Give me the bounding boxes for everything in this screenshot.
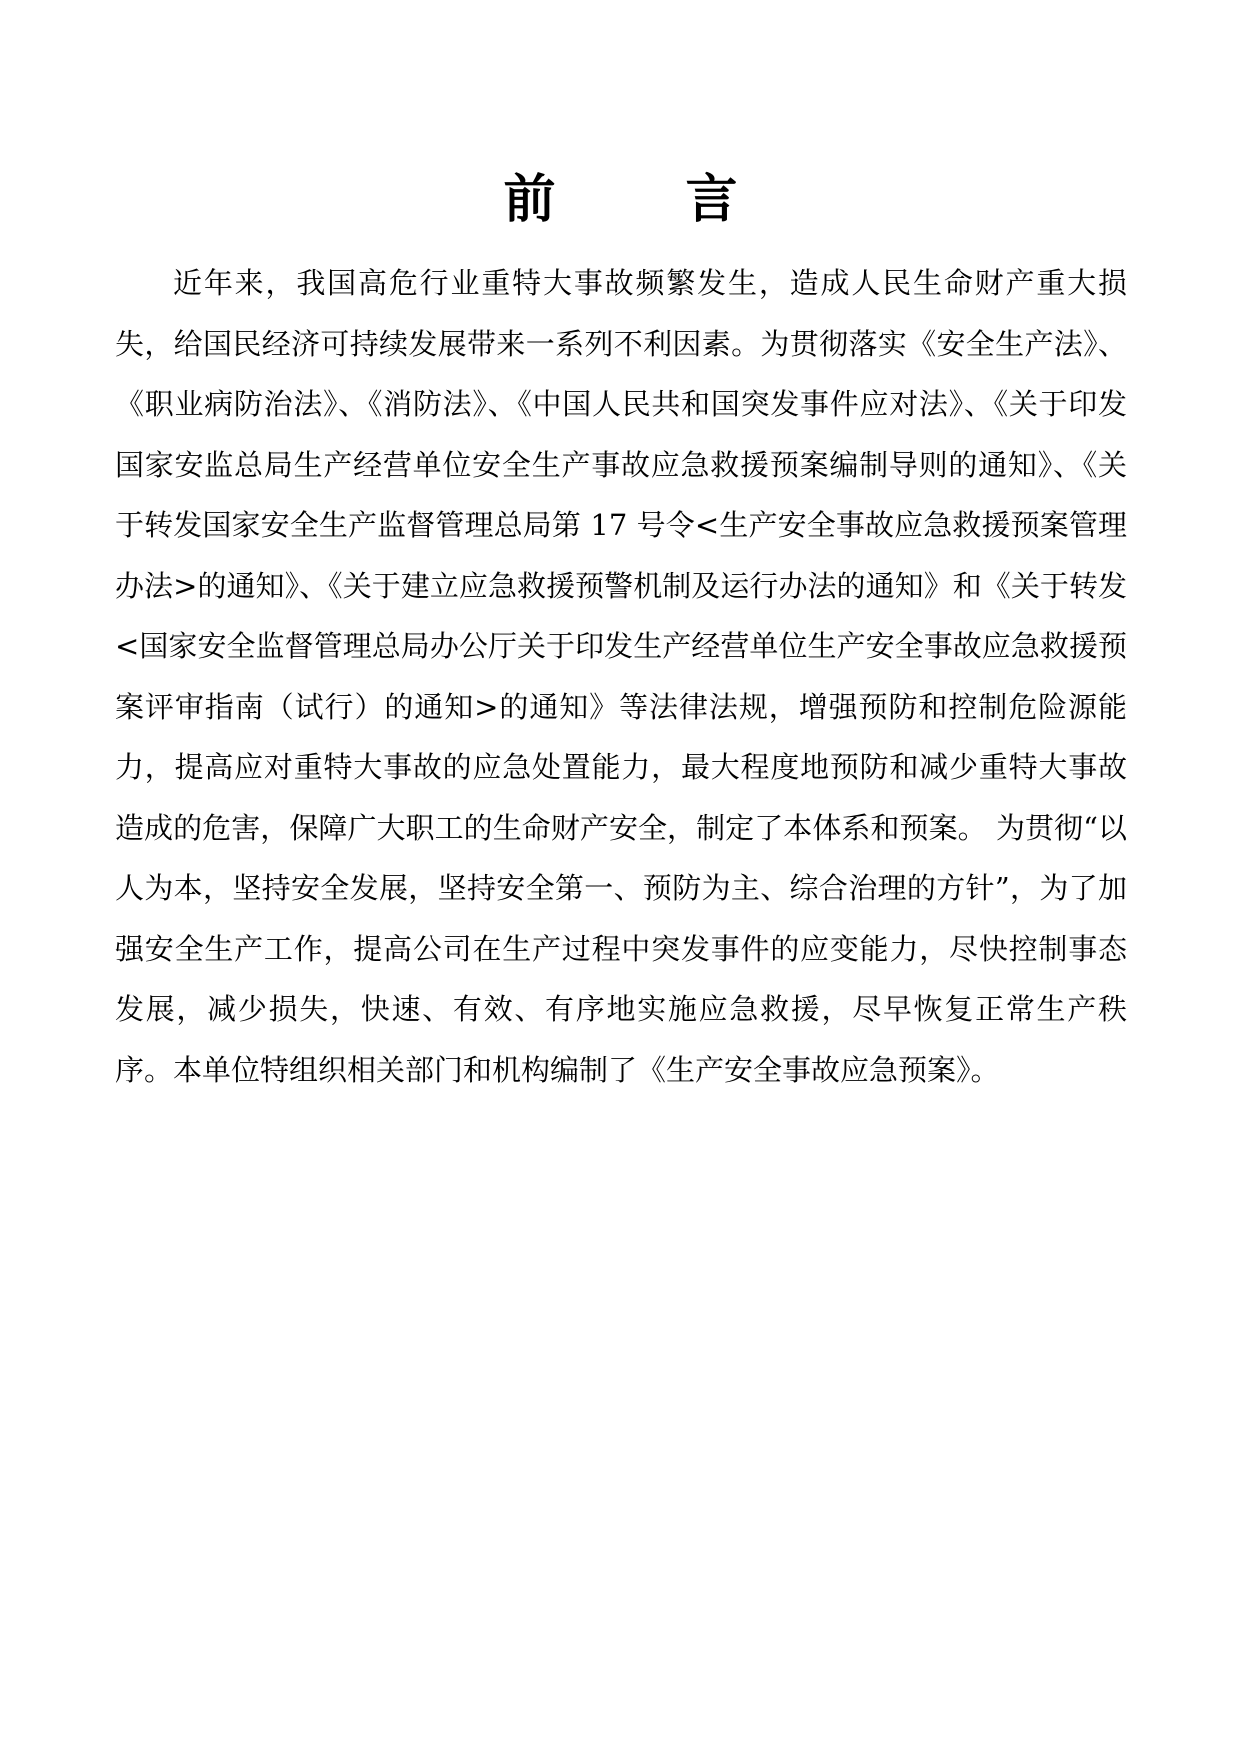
title-char-1: 前	[503, 170, 556, 230]
preface-paragraph: 近年来，我国高危行业重特大事故频繁发生，造成人民生命财产重大损失，给国民经济可持续发展带来一系列不利因素。为贯彻落实《安全生产法》、《职业病防治法》、《消防法》、《中国人民共和国突发事件应对法》、《关于印发国家安监总局生产经营单位安全生产事故应急救援预案编制导则的通知》、《关于转发国家安全生产监督管理总局第 17 号令<生产安全事故应急救援预案管理办法>的通知》、《关于建立应急救援预警机制及运行办法的通知》和《关于转发<国家安全监督管理总局办公厅关于印发生产经营单位生产安全事故应急救援预案评审指南（试行）的通知>的通知》等法律法规，增强预防和控制危险源能力，提高应对重特大事故的应急处置能力，最大程度地预防和减少重特大事故造成的危害，保障广大职工的生命财产安全，制定了本体系和预案。 为贯彻“以人为本，坚持安全发展，坚持安全第一、预防为主、综合治理的方针”，为了加强安全生产工作，提高公司在生产过程中突发事件的应变能力，尽快控制事态发展，减少损失，快速、有效、有序地实施应急救援，尽早恢复正常生产秩序。本单位特组织相关部门和机构编制了《生产安全事故应急预案》。	[115, 266, 1127, 1087]
title-char-2: 言	[685, 170, 738, 230]
page-title	[0, 168, 1241, 232]
